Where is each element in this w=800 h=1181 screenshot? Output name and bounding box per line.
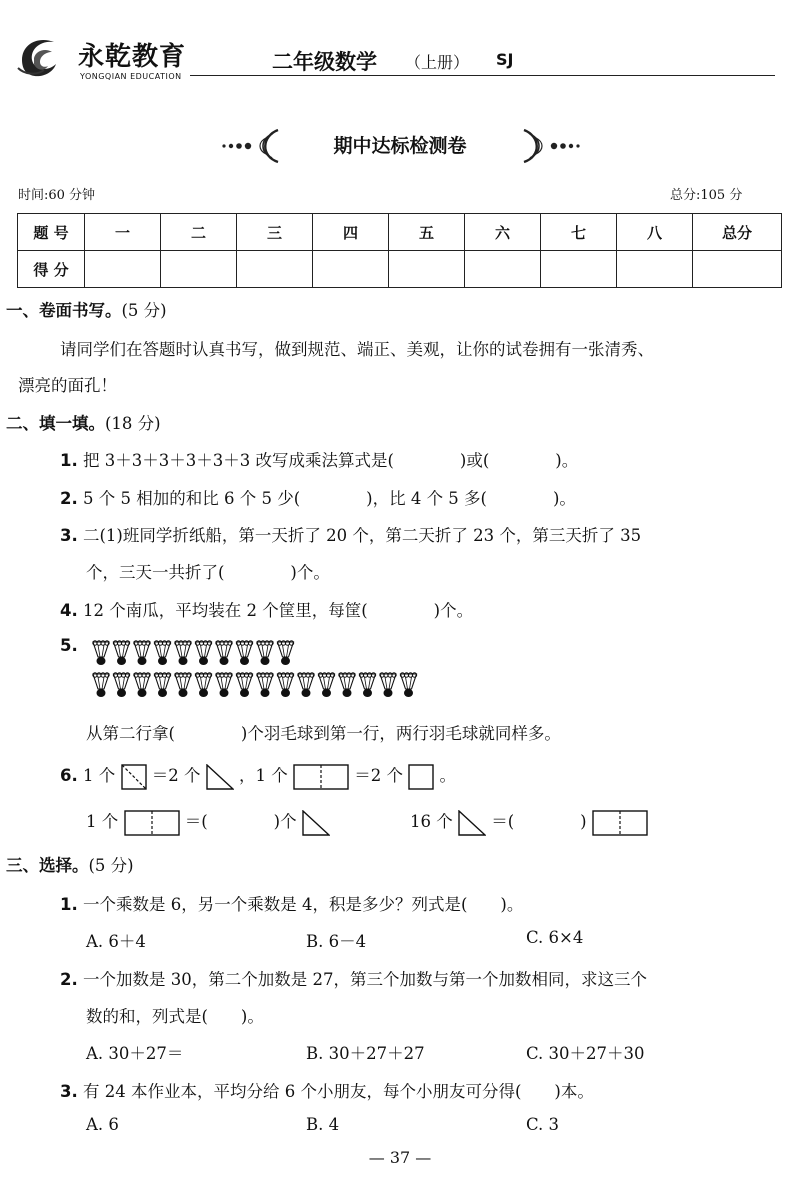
question-number: 3. bbox=[60, 526, 78, 545]
table-cell: 三 bbox=[237, 214, 313, 251]
shuttlecock-icon bbox=[277, 641, 293, 665]
square-icon bbox=[408, 764, 434, 790]
shuttlecock-icon bbox=[257, 641, 273, 665]
question bbox=[60, 966, 647, 990]
header-rule bbox=[190, 75, 775, 76]
header-title: 二年级数学 bbox=[272, 50, 377, 74]
option-b[interactable]: B. 30＋27＋27 bbox=[306, 1044, 425, 1063]
section-points: (5 分) bbox=[121, 301, 167, 320]
shuttlecock-icon bbox=[298, 673, 314, 697]
score-input-cell[interactable] bbox=[85, 251, 161, 288]
section-heading bbox=[6, 410, 161, 434]
question bbox=[60, 762, 456, 790]
question-text: ＝2 个 bbox=[354, 766, 403, 785]
question-text: 有 24 本作业本，平均分给 6 个小朋友，每个小朋友可分得( )本。 bbox=[83, 1082, 594, 1101]
question-number: 6. bbox=[60, 766, 78, 785]
shuttlecock-icon bbox=[277, 673, 293, 697]
question-text: 一个乘数是 6，另一个乘数是 4，积是多少？列式是( )。 bbox=[83, 895, 524, 914]
table-cell: 五 bbox=[389, 214, 465, 251]
question bbox=[60, 447, 578, 471]
header-code: SJ bbox=[496, 50, 514, 69]
question-number: 3. bbox=[60, 1082, 78, 1101]
section-title: 一、卷面书写。 bbox=[6, 301, 122, 320]
table-cell: 总分 bbox=[693, 214, 782, 251]
rectangle-split-icon bbox=[124, 810, 180, 836]
score-input-cell[interactable] bbox=[313, 251, 389, 288]
score-input-cell[interactable] bbox=[161, 251, 237, 288]
question-text: 1 个 bbox=[86, 812, 119, 831]
question-text: 12 个南瓜，平均装在 2 个筐里，每筐( )个。 bbox=[83, 601, 474, 620]
shuttlecock-icon bbox=[380, 673, 396, 697]
question-text: 把 3＋3＋3＋3＋3＋3 改写成乘法算式是( )或( )。 bbox=[83, 451, 579, 470]
question-continued bbox=[410, 808, 648, 836]
shuttlecock-icon bbox=[154, 641, 170, 665]
option-b[interactable]: B. 4 bbox=[306, 1115, 340, 1134]
exam-title: 期中达标检测卷 bbox=[333, 135, 467, 157]
table-cell: 六 bbox=[465, 214, 541, 251]
right-triangle-icon bbox=[206, 764, 234, 790]
question bbox=[60, 891, 523, 915]
shuttlecock-icon bbox=[134, 641, 150, 665]
question-text: 1 个 bbox=[83, 766, 116, 785]
score-table-header-row bbox=[18, 214, 782, 251]
paragraph-line: 请同学们在答题时认真书写，做到规范、端正、美观，让你的试卷拥有一张清秀、 bbox=[60, 340, 654, 359]
table-cell: 四 bbox=[313, 214, 389, 251]
rectangle-split-icon bbox=[293, 764, 349, 790]
section-heading bbox=[6, 297, 167, 321]
shuttlecock-icon bbox=[134, 673, 150, 697]
score-input-cell[interactable] bbox=[465, 251, 541, 288]
table-cell: 一 bbox=[85, 214, 161, 251]
table-cell: 二 bbox=[161, 214, 237, 251]
shuttlecock-icon bbox=[236, 673, 252, 697]
shuttlecock-icon bbox=[339, 673, 355, 697]
question-text: ＝( )个 bbox=[184, 812, 297, 831]
question-continued bbox=[86, 808, 330, 836]
score-input-cell[interactable] bbox=[389, 251, 465, 288]
question-number: 4. bbox=[60, 601, 78, 620]
question-text: 5 个 5 相加的和比 6 个 5 少( )，比 4 个 5 多( )。 bbox=[83, 489, 576, 508]
score-table-score-row bbox=[18, 251, 782, 288]
question-number: 2. bbox=[60, 970, 78, 989]
question-text: ＝( ) bbox=[491, 812, 587, 831]
shuttlecock-icon bbox=[236, 641, 252, 665]
shuttlecock-icon bbox=[359, 673, 375, 697]
question-number: 5. bbox=[60, 636, 78, 655]
option-c[interactable]: C. 6×4 bbox=[526, 928, 584, 947]
section-heading bbox=[6, 852, 134, 876]
section-points: (18 分) bbox=[105, 414, 161, 433]
question-number: 1. bbox=[60, 451, 78, 470]
shuttlecock-icon bbox=[93, 641, 109, 665]
right-triangle-icon bbox=[458, 810, 486, 836]
question-number: 1. bbox=[60, 895, 78, 914]
section-title: 二、填一填。 bbox=[6, 414, 105, 433]
title-ornament-right-icon bbox=[512, 126, 582, 166]
table-cell: 题 号 bbox=[18, 214, 85, 251]
shuttlecock-icon bbox=[257, 673, 273, 697]
header-volume: （上册） bbox=[405, 53, 470, 72]
question-number: 2. bbox=[60, 489, 78, 508]
table-cell: 八 bbox=[617, 214, 693, 251]
shuttlecock-icon bbox=[195, 673, 211, 697]
right-triangle-icon bbox=[302, 810, 330, 836]
table-cell: 得 分 bbox=[18, 251, 85, 288]
question-text: 从第二行拿( )个羽毛球到第一行，两行羽毛球就同样多。 bbox=[86, 724, 561, 743]
question bbox=[60, 597, 473, 621]
score-input-cell[interactable] bbox=[237, 251, 313, 288]
shuttlecock-icon bbox=[113, 641, 129, 665]
option-c[interactable]: C. 3 bbox=[526, 1115, 560, 1134]
square-with-diagonal-icon bbox=[121, 764, 147, 790]
question-text: 二(1)班同学折纸船，第一天折了 20 个，第二天折了 23 个，第三天折了 35 bbox=[83, 526, 642, 545]
option-a[interactable]: A. 30＋27＝ bbox=[86, 1044, 184, 1063]
shuttlecock-figure bbox=[90, 636, 435, 706]
shuttlecock-icon bbox=[175, 673, 191, 697]
question-text: ＝2 个 bbox=[151, 766, 201, 785]
brand-logo-icon bbox=[14, 30, 66, 82]
option-c[interactable]: C. 30＋27＋30 bbox=[526, 1044, 645, 1063]
brand-name-en: YONGQIAN EDUCATION bbox=[80, 72, 182, 81]
question bbox=[60, 485, 576, 509]
shuttlecock-icon bbox=[93, 673, 109, 697]
shuttlecock-icon bbox=[195, 641, 211, 665]
option-a[interactable]: A. 6＋4 bbox=[86, 932, 146, 951]
question-continued: 个，三天一共折了( )个。 bbox=[86, 563, 330, 582]
question-text: ，1 个 bbox=[239, 766, 288, 785]
question-text: 一个加数是 30，第二个加数是 27，第三个加数与第一个加数相同，求这三个 bbox=[83, 970, 647, 989]
shuttlecock-icon bbox=[400, 673, 416, 697]
shuttlecock-icon bbox=[154, 673, 170, 697]
brand-name: 永乾教育 bbox=[78, 42, 187, 72]
section-title: 三、选择。 bbox=[6, 856, 89, 875]
paragraph-line: 漂亮的面孔！ bbox=[18, 376, 117, 395]
score-input-cell[interactable] bbox=[541, 251, 617, 288]
table-cell: 七 bbox=[541, 214, 617, 251]
score-input-cell[interactable] bbox=[617, 251, 693, 288]
question-continued: 数的和，列式是( )。 bbox=[86, 1007, 264, 1026]
shuttlecock-icon bbox=[113, 673, 129, 697]
shuttlecock-icon bbox=[216, 673, 232, 697]
shuttlecock-icon bbox=[318, 673, 334, 697]
score-table bbox=[17, 213, 782, 288]
option-b[interactable]: B. 6－4 bbox=[306, 932, 367, 951]
exam-total: 总分:105 分 bbox=[670, 188, 743, 203]
score-input-cell[interactable] bbox=[693, 251, 782, 288]
option-a[interactable]: A. 6 bbox=[86, 1115, 119, 1134]
rectangle-split-icon bbox=[592, 810, 648, 836]
question bbox=[60, 636, 78, 655]
shuttlecock-icon bbox=[216, 641, 232, 665]
question bbox=[60, 522, 641, 546]
exam-time: 时间:60 分钟 bbox=[18, 188, 96, 203]
shuttlecock-icon bbox=[175, 641, 191, 665]
section-points: (5 分) bbox=[88, 856, 134, 875]
question-text: 16 个 bbox=[410, 812, 453, 831]
question-text: 。 bbox=[439, 766, 456, 785]
question bbox=[60, 1078, 594, 1102]
page-number: — 37 — bbox=[368, 1148, 432, 1167]
